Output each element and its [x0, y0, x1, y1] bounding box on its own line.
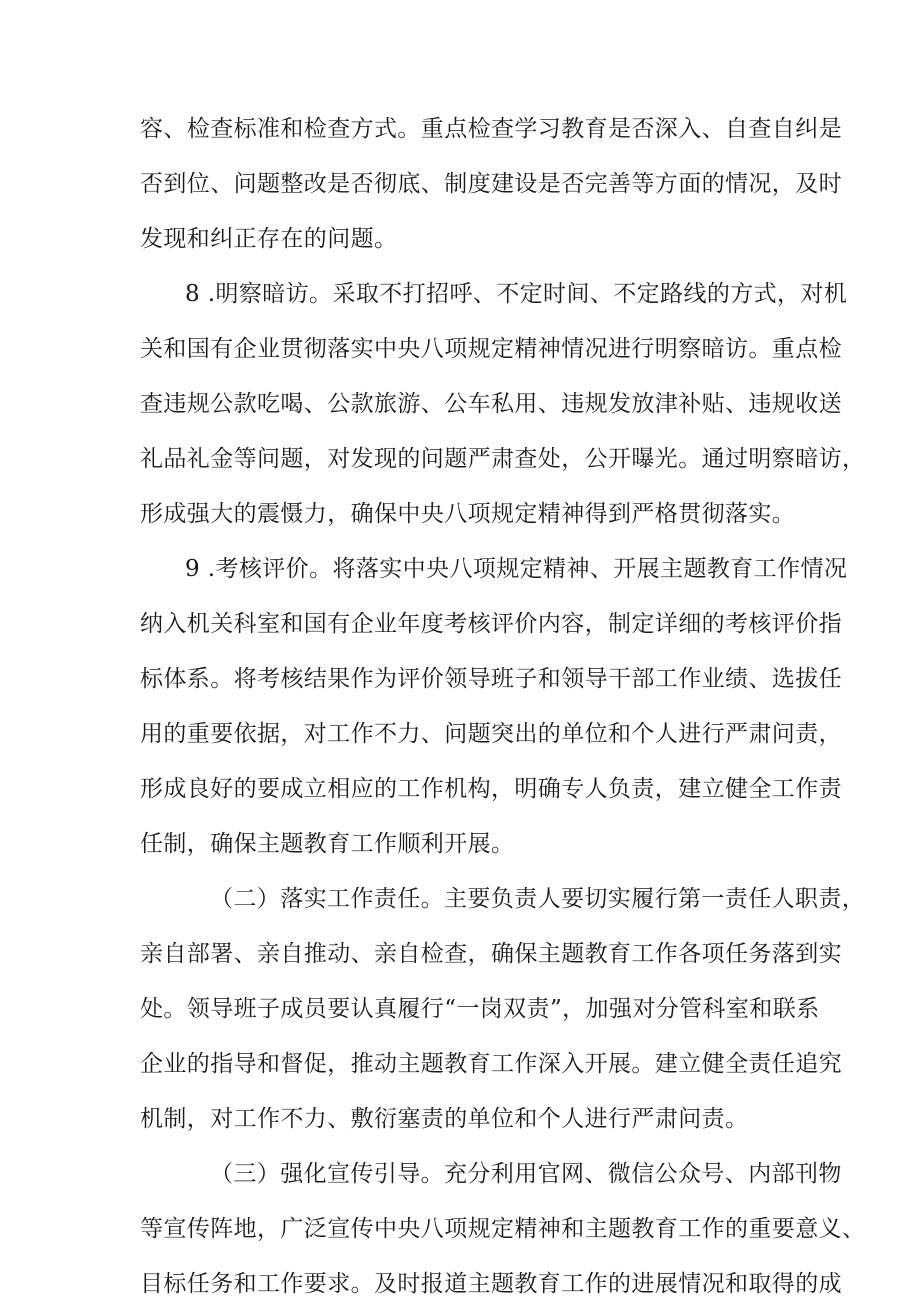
text-line: 形成良好的要成立相应的工作机构，明确专人负责，建立健全工作责 — [140, 776, 842, 802]
text-line: 等宣传阵地，广泛宣传中央八项规定精神和主题教育工作的重要意义、 — [140, 1216, 866, 1242]
text-line: （三）强化宣传引导。充分利用官网、微信公众号、内部刊物 — [210, 1161, 842, 1187]
text-line: 关和国有企业贯彻落实中央八项规定精神情况进行明察暗访。重点检 — [140, 336, 842, 362]
text-line: 目标任务和工作要求。及时报道主题教育工作的进展情况和取得的成 — [140, 1271, 842, 1297]
text-line: 礼品礼金等问题，对发现的问题严肃查处，公开曝光。通过明察暗访， — [140, 446, 866, 472]
text-line: 处。领导班子成员要认真履行“一岗双责”，加强对分管科室和联系 — [140, 996, 820, 1022]
text-line: 机制，对工作不力、敷衍塞责的单位和个人进行严肃问责。 — [140, 1106, 749, 1132]
text-line: 用的重要依据，对工作不力、问题突出的单位和个人进行严肃问责， — [140, 721, 842, 747]
text-line: 容、检查标准和检查方式。重点检查学习教育是否深入、自查自纠是 — [140, 116, 842, 142]
text-line: （二）落实工作责任。主要负责人要切实履行第一责任人职责， — [210, 886, 866, 912]
text-line: 任制，确保主题教育工作顺利开展。 — [140, 831, 515, 857]
text-line: 标体系。将考核结果作为评价领导班子和领导干部工作业绩、选拔任 — [140, 666, 842, 692]
text-line: 查违规公款吃喝、公款旅游、公车私用、违规发放津补贴、违规收送 — [140, 391, 842, 417]
text-line: 形成强大的震慑力，确保中央八项规定精神得到严格贯彻落实。 — [140, 501, 796, 527]
text-line: 8 .明察暗访。采取不打招呼、不定时间、不定路线的方式，对机 — [185, 281, 848, 307]
text-line: 否到位、问题整改是否彻底、制度建设是否完善等方面的情况，及时 — [140, 171, 842, 197]
text-line: 企业的指导和督促，推动主题教育工作深入开展。建立健全责任追究 — [140, 1051, 842, 1077]
text-line: 9 .考核评价。将落实中央八项规定精神、开展主题教育工作情况 — [185, 556, 848, 582]
text-line: 发现和纠正存在的问题。 — [140, 226, 398, 252]
text-line: 纳入机关科室和国有企业年度考核评价内容，制定详细的考核评价指 — [140, 611, 842, 637]
text-line: 亲自部署、亲自推动、亲自检查，确保主题教育工作各项任务落到实 — [140, 941, 842, 967]
